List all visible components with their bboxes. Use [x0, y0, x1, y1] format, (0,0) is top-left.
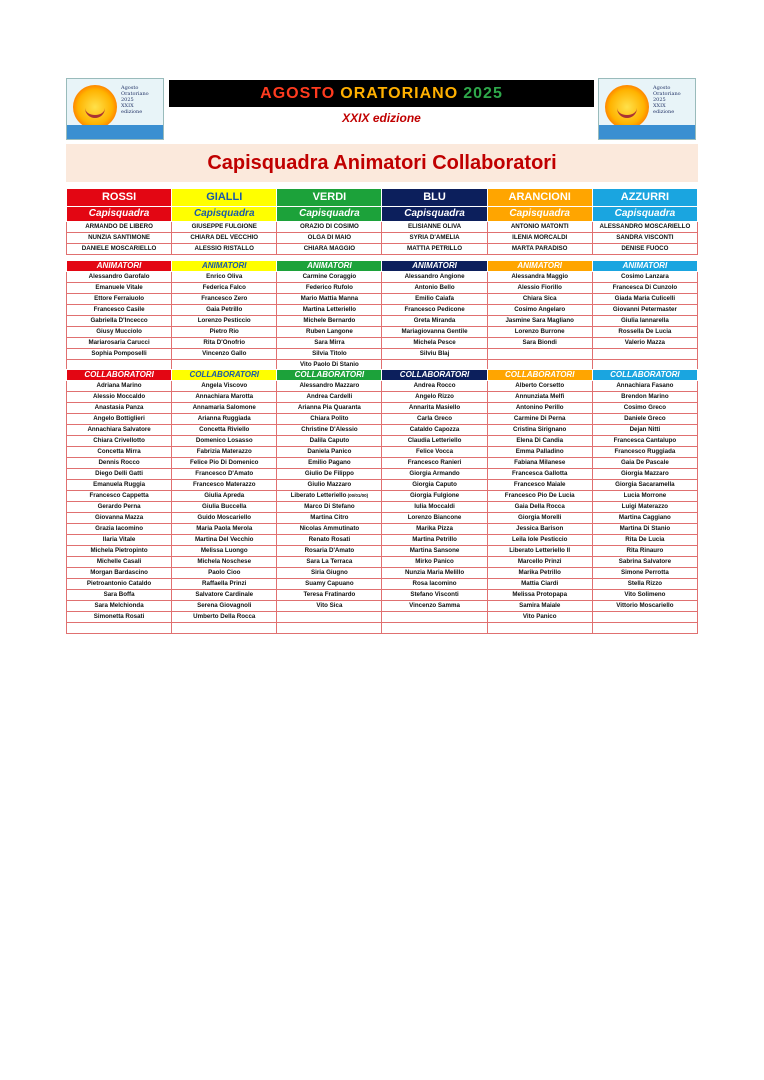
name-cell: Fabrizia Materazzo — [172, 447, 277, 458]
name-cell: Anastasia Panza — [67, 403, 172, 414]
name-cell: Francesco Pedicone — [382, 305, 487, 316]
name-cell: Annachiara Fasano — [592, 381, 697, 392]
name-cell: Annunziata Melfi — [487, 392, 592, 403]
name-cell: Pietroantonio Cataldo — [67, 579, 172, 590]
name-cell: Melissa Protopapa — [487, 590, 592, 601]
name-cell: Diego Delli Gatti — [67, 469, 172, 480]
name-cell: Rosa Iacomino — [382, 579, 487, 590]
section-header: COLLABORATORI — [67, 370, 172, 381]
name-cell: Giorgia Mazzaro — [592, 469, 697, 480]
name-cell: Silviu Blaj — [382, 349, 487, 360]
name-cell: Serena Giovagnoli — [172, 601, 277, 612]
name-cell: Martina Letteriello — [277, 305, 382, 316]
name-cell: Michele Bernardo — [277, 316, 382, 327]
capisquadra-label: Capisquadra — [487, 207, 592, 222]
name-cell: Mirko Panico — [382, 557, 487, 568]
name-cell: Marcello Prinzi — [487, 557, 592, 568]
name-cell: Annarita Masiello — [382, 403, 487, 414]
sea-graphic — [67, 125, 163, 139]
name-cell — [277, 623, 382, 634]
name-cell: Vittorio Moscariello — [592, 601, 697, 612]
team-header: GIALLI — [172, 189, 277, 207]
capisquadra-cell: ORAZIO DI COSIMO — [277, 222, 382, 233]
name-cell: Giusy Mucciolo — [67, 327, 172, 338]
name-cell: Martina Caggiano — [592, 513, 697, 524]
name-cell: Arianna Pia Quaranta — [277, 403, 382, 414]
capisquadra-cell: DENISE FUOCO — [592, 244, 697, 255]
name-cell: Vincenzo Gallo — [172, 349, 277, 360]
name-cell: Cosimo Lanzara — [592, 272, 697, 283]
name-cell: Cosimo Greco — [592, 403, 697, 414]
name-cell: Valerio Mazza — [592, 338, 697, 349]
name-note: (00/01/00) — [346, 493, 369, 498]
capisquadra-cell: GIUSEPPE FULGIONE — [172, 222, 277, 233]
team-header: BLU — [382, 189, 487, 207]
name-cell: Concetta Mirra — [67, 447, 172, 458]
name-cell: Rossella De Lucia — [592, 327, 697, 338]
section-header: COLLABORATORI — [277, 370, 382, 381]
capisquadra-cell: ELISIANNE OLIVA — [382, 222, 487, 233]
name-cell: Vincenzo Samma — [382, 601, 487, 612]
name-cell: Daniele Greco — [592, 414, 697, 425]
name-cell: Jessica Barison — [487, 524, 592, 535]
name-cell: Ettore Ferraiuolo — [67, 294, 172, 305]
name-cell: Alessandro Garofalo — [67, 272, 172, 283]
name-cell: Cristina Sirignano — [487, 425, 592, 436]
name-cell: Iulia Moccaldi — [382, 502, 487, 513]
logo-text: Agosto Oratoriano 2025 XXIX edizione — [121, 85, 149, 115]
name-cell: Stella Rizzo — [592, 579, 697, 590]
name-cell — [382, 612, 487, 623]
name-cell: Sabrina Salvatore — [592, 557, 697, 568]
name-cell: Simonetta Rosati — [67, 612, 172, 623]
capisquadra-label: Capisquadra — [172, 207, 277, 222]
name-cell: Mariagiovanna Gentile — [382, 327, 487, 338]
name-cell: Morgan Bardascino — [67, 568, 172, 579]
name-cell: Vito Panico — [487, 612, 592, 623]
name-cell: Adriana Marino — [67, 381, 172, 392]
name-cell: Dalila Caputo — [277, 436, 382, 447]
name-cell: Lorenzo Biancone — [382, 513, 487, 524]
name-cell: Giulio Mazzaro — [277, 480, 382, 491]
name-cell: Luigi Materazzo — [592, 502, 697, 513]
name-cell: Sara Boffa — [67, 590, 172, 601]
name-cell: Mario Mattia Manna — [277, 294, 382, 305]
section-header: COLLABORATORI — [172, 370, 277, 381]
logo-left — [66, 78, 164, 140]
name-cell: Renato Rosati — [277, 535, 382, 546]
name-cell: Silvia Titolo — [277, 349, 382, 360]
name-cell: Gaia De Pascale — [592, 458, 697, 469]
name-cell: Nicolas Ammutinato — [277, 524, 382, 535]
name-cell: Carla Greco — [382, 414, 487, 425]
title-word-1: AGOSTO — [260, 85, 336, 102]
name-cell: Chiara Sica — [487, 294, 592, 305]
name-cell: Martina Del Vecchio — [172, 535, 277, 546]
name-cell: Jasmine Sara Magliano — [487, 316, 592, 327]
name-cell: Emma Palladino — [487, 447, 592, 458]
name-cell: Dejan Nitti — [592, 425, 697, 436]
name-cell: Cosimo Angelaro — [487, 305, 592, 316]
name-cell: Francesca Cantalupo — [592, 436, 697, 447]
name-cell: Francesca Gallotta — [487, 469, 592, 480]
name-cell: Liberato Letteriello (00/01/00) — [277, 491, 382, 502]
name-cell: Michela Noschese — [172, 557, 277, 568]
name-cell: Giulia Buccella — [172, 502, 277, 513]
title-banner — [169, 80, 594, 107]
name-cell: Sara Biondi — [487, 338, 592, 349]
name-cell: Siria Giugno — [277, 568, 382, 579]
name-cell: Giulio De Filippo — [277, 469, 382, 480]
capisquadra-table — [66, 188, 698, 255]
section-header: ANIMATORI — [67, 261, 172, 272]
name-cell: Salvatore Cardinale — [172, 590, 277, 601]
logo-text: Agosto Oratoriano 2025 XXIX edizione — [653, 85, 681, 115]
team-header: ARANCIONI — [487, 189, 592, 207]
name-cell: Federico Rufolo — [277, 283, 382, 294]
name-cell: Pietro Rio — [172, 327, 277, 338]
name-cell: Martina Citro — [277, 513, 382, 524]
name-cell: Sara La Terraca — [277, 557, 382, 568]
name-cell: Carmine Coraggio — [277, 272, 382, 283]
name-cell: Marika Pizza — [382, 524, 487, 535]
name-cell: Francesco Maiale — [487, 480, 592, 491]
name-cell: Mariarosaria Carucci — [67, 338, 172, 349]
title-word-2: ORATORIANO — [340, 85, 459, 102]
name-cell: Giorgia Sacaramella — [592, 480, 697, 491]
name-cell: Suamy Capuano — [277, 579, 382, 590]
capisquadra-cell: ALESSANDRO MOSCARIELLO — [592, 222, 697, 233]
name-cell: Vito Sica — [277, 601, 382, 612]
name-cell: Annachiara Marotta — [172, 392, 277, 403]
name-cell: Greta Miranda — [382, 316, 487, 327]
name-cell — [592, 612, 697, 623]
name-cell — [592, 349, 697, 360]
section-header: COLLABORATORI — [382, 370, 487, 381]
name-cell: Rita De Lucia — [592, 535, 697, 546]
name-cell — [172, 623, 277, 634]
name-cell: Mattia Ciardi — [487, 579, 592, 590]
name-cell: Martina Petrillo — [382, 535, 487, 546]
title-word-3: 2025 — [463, 85, 503, 102]
name-cell: Guido Moscariello — [172, 513, 277, 524]
name-cell — [277, 612, 382, 623]
name-cell: Stefano Visconti — [382, 590, 487, 601]
name-cell: Giorgia Armando — [382, 469, 487, 480]
name-cell: Francesco Ruggiada — [592, 447, 697, 458]
name-cell: Rita Rinauro — [592, 546, 697, 557]
name-cell: Daniela Panico — [277, 447, 382, 458]
capisquadra-cell: OLGA DI MAIO — [277, 233, 382, 244]
name-cell: Vito Paolo Di Stanio — [277, 360, 382, 371]
name-cell: Angelo Rizzo — [382, 392, 487, 403]
page-title-bar — [66, 144, 698, 182]
name-cell: Michelle Casali — [67, 557, 172, 568]
logo-right — [598, 78, 696, 140]
name-cell — [592, 623, 697, 634]
name-cell: Melissa Luongo — [172, 546, 277, 557]
name-cell: Raffaella Prinzi — [172, 579, 277, 590]
name-cell: Domenico Losasso — [172, 436, 277, 447]
name-cell: Concetta Riviello — [172, 425, 277, 436]
capisquadra-cell: SYRIA D'AMELIA — [382, 233, 487, 244]
capisquadra-cell: CHIARA MAGGIO — [277, 244, 382, 255]
name-cell — [67, 623, 172, 634]
name-cell: Giovanni Petermaster — [592, 305, 697, 316]
name-cell: Francesco Ranieri — [382, 458, 487, 469]
name-cell: Nunzia Maria Melillo — [382, 568, 487, 579]
name-cell: Samira Maiale — [487, 601, 592, 612]
team-header: AZZURRI — [592, 189, 697, 207]
name-cell: Lucia Morrone — [592, 491, 697, 502]
name-cell: Francesco Casile — [67, 305, 172, 316]
section-header: ANIMATORI — [382, 261, 487, 272]
name-cell: Felice Vocca — [382, 447, 487, 458]
capisquadra-cell: ARMANDO DE LIBERO — [67, 222, 172, 233]
capisquadra-cell: ALESSIO RISTALLO — [172, 244, 277, 255]
name-cell: Ruben Langone — [277, 327, 382, 338]
name-cell: Francesco Zero — [172, 294, 277, 305]
capisquadra-cell: CHIARA DEL VECCHIO — [172, 233, 277, 244]
capisquadra-cell: ILENIA MORCALDI — [487, 233, 592, 244]
name-cell: Lorenzo Pesticcio — [172, 316, 277, 327]
capisquadra-label: Capisquadra — [67, 207, 172, 222]
sea-graphic — [599, 125, 695, 139]
name-cell: Francesco Materazzo — [172, 480, 277, 491]
name-cell: Alessandra Maggio — [487, 272, 592, 283]
name-cell: Federica Falco — [172, 283, 277, 294]
name-cell: Giulia Apreda — [172, 491, 277, 502]
name-cell: Emilio Caiafa — [382, 294, 487, 305]
name-cell: Teresa Fratinardo — [277, 590, 382, 601]
name-cell: Rosaria D'Amato — [277, 546, 382, 557]
name-cell: Antonio Bello — [382, 283, 487, 294]
capisquadra-cell: DANIELE MOSCARIELLO — [67, 244, 172, 255]
name-cell: Giorgia Fulgione — [382, 491, 487, 502]
capisquadra-cell: MATTIA PETRILLO — [382, 244, 487, 255]
section-header: ANIMATORI — [172, 261, 277, 272]
name-cell: Giada Maria Culicelli — [592, 294, 697, 305]
name-cell: Chiara Crivellotto — [67, 436, 172, 447]
name-cell: Sara Melchionda — [67, 601, 172, 612]
name-cell: Giorgia Morelli — [487, 513, 592, 524]
name-cell — [487, 623, 592, 634]
capisquadra-label: Capisquadra — [382, 207, 487, 222]
capisquadra-cell: MARTA PARADISO — [487, 244, 592, 255]
name-cell: Sara Mirra — [277, 338, 382, 349]
name-cell: Andrea Cardelli — [277, 392, 382, 403]
section-header: ANIMATORI — [277, 261, 382, 272]
name-cell: Francesco Pio De Lucia — [487, 491, 592, 502]
name-cell: Gaia Petrillo — [172, 305, 277, 316]
name-cell: Gabriella D'Incecco — [67, 316, 172, 327]
name-cell: Marika Petrillo — [487, 568, 592, 579]
name-cell: Christine D'Alessio — [277, 425, 382, 436]
animatori-table — [66, 260, 698, 371]
name-cell: Maria Paola Merola — [172, 524, 277, 535]
name-cell: Ilaria Vitale — [67, 535, 172, 546]
name-cell: Martina Di Stanio — [592, 524, 697, 535]
name-cell: Arianna Ruggiada — [172, 414, 277, 425]
name-cell: Francesco Cappetta — [67, 491, 172, 502]
capisquadra-label: Capisquadra — [592, 207, 697, 222]
name-cell: Grazia Iacomino — [67, 524, 172, 535]
name-cell: Alessio Fiorillo — [487, 283, 592, 294]
name-cell: Simone Perrotta — [592, 568, 697, 579]
name-cell: Francesco D'Amato — [172, 469, 277, 480]
name-cell: Antonino Perillo — [487, 403, 592, 414]
capisquadra-cell: ANTONIO MATONTI — [487, 222, 592, 233]
section-header: COLLABORATORI — [487, 370, 592, 381]
team-header: ROSSI — [67, 189, 172, 207]
name-cell: Angela Viscovo — [172, 381, 277, 392]
sun-icon — [73, 85, 117, 129]
name-cell — [487, 349, 592, 360]
capisquadra-cell: SANDRA VISCONTI — [592, 233, 697, 244]
name-cell: Cataldo Capozza — [382, 425, 487, 436]
name-cell: Elena Di Candia — [487, 436, 592, 447]
name-cell: Liberato Letteriello II — [487, 546, 592, 557]
name-cell: Sophia Pomposelli — [67, 349, 172, 360]
name-cell: Gaia Della Rocca — [487, 502, 592, 513]
section-header: ANIMATORI — [487, 261, 592, 272]
name-cell: Lorenzo Burrone — [487, 327, 592, 338]
name-cell: Alessandro Mazzaro — [277, 381, 382, 392]
name-cell: Fabiana Milanese — [487, 458, 592, 469]
name-cell: Michela Pesce — [382, 338, 487, 349]
name-cell: Rita D'Onofrio — [172, 338, 277, 349]
name-cell: Emanuela Ruggia — [67, 480, 172, 491]
name-cell: Andrea Rocco — [382, 381, 487, 392]
name-cell: Carmine Di Perna — [487, 414, 592, 425]
name-cell: Emilio Pagano — [277, 458, 382, 469]
name-cell: Dennis Rocco — [67, 458, 172, 469]
name-cell: Felice Pio Di Domenico — [172, 458, 277, 469]
section-header: COLLABORATORI — [592, 370, 697, 381]
name-cell: Umberto Della Rocca — [172, 612, 277, 623]
name-cell: Chiara Polito — [277, 414, 382, 425]
capisquadra-cell: NUNZIA SANTIMONE — [67, 233, 172, 244]
team-header: VERDI — [277, 189, 382, 207]
name-cell: Brendon Marino — [592, 392, 697, 403]
name-cell: Giovanna Mazza — [67, 513, 172, 524]
section-header: ANIMATORI — [592, 261, 697, 272]
name-cell: Paolo Cioo — [172, 568, 277, 579]
name-cell: Gerardo Perna — [67, 502, 172, 513]
name-cell: Alessio Moccaldo — [67, 392, 172, 403]
name-cell: Leila Iole Pesticcio — [487, 535, 592, 546]
edition-label: XXIX edizione — [342, 111, 421, 125]
name-cell: Francesca Di Cunzolo — [592, 283, 697, 294]
name-cell: Emanuele Vitale — [67, 283, 172, 294]
capisquadra-label: Capisquadra — [277, 207, 382, 222]
name-cell: Alberto Corsetto — [487, 381, 592, 392]
name-cell: Alessandro Angione — [382, 272, 487, 283]
name-cell — [382, 623, 487, 634]
sun-icon — [605, 85, 649, 129]
name-cell: Angelo Bottiglieri — [67, 414, 172, 425]
page-title: Capisquadra Animatori Collaboratori — [207, 152, 557, 174]
name-cell: Michela Pietropinto — [67, 546, 172, 557]
name-cell: Marco Di Stefano — [277, 502, 382, 513]
name-cell: Martina Sansone — [382, 546, 487, 557]
name-cell: Annachiara Salvatore — [67, 425, 172, 436]
name-cell: Enrico Oliva — [172, 272, 277, 283]
name-cell: Giulia Iannarella — [592, 316, 697, 327]
name-cell: Annamaria Salomone — [172, 403, 277, 414]
name-cell: Giorgia Caputo — [382, 480, 487, 491]
name-cell: Vito Solimeno — [592, 590, 697, 601]
name-cell: Claudia Letteriello — [382, 436, 487, 447]
collaboratori-table — [66, 369, 698, 634]
